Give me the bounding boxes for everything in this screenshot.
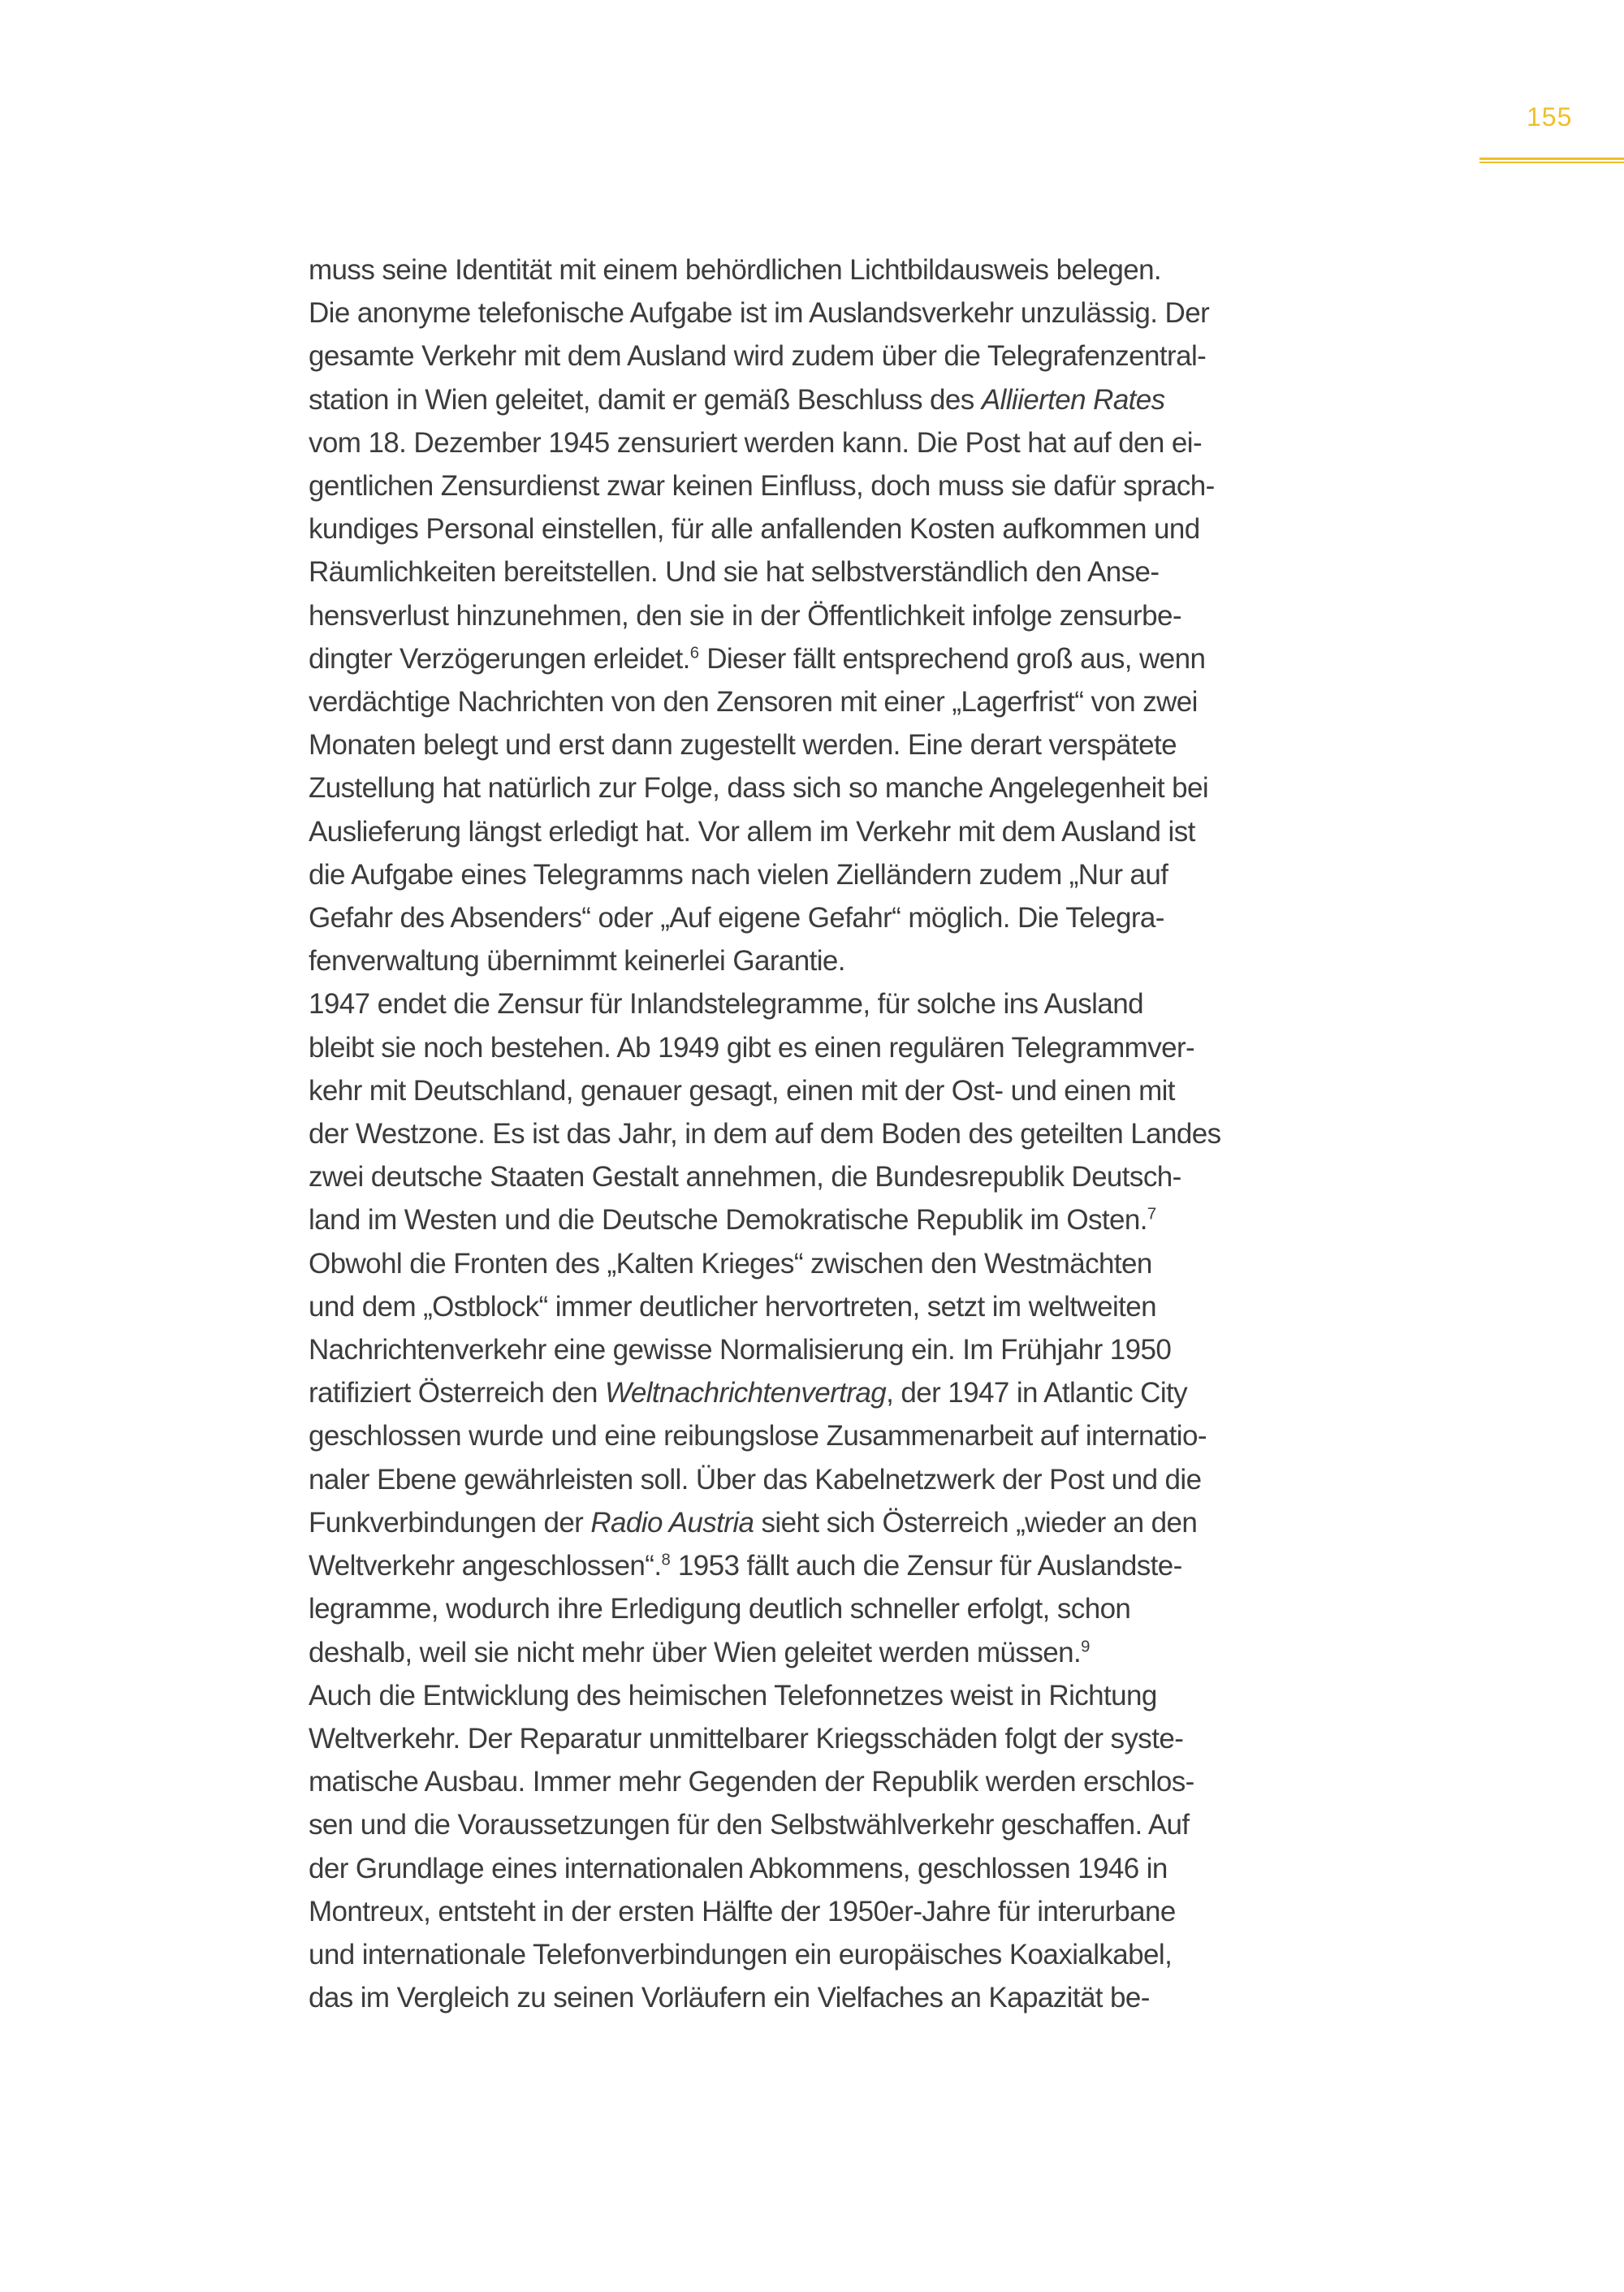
text-segment: kehr mit Deutschland, genauer gesagt, einen mit der Ost- und einen mit [309, 1074, 1175, 1107]
text-line [309, 853, 1380, 896]
text-line [309, 1112, 1380, 1155]
text-line [309, 1414, 1380, 1457]
text-line [309, 1328, 1380, 1371]
text-segment: Weltverkehr angeschlossen“. [309, 1550, 662, 1582]
text-segment: Gefahr des Absenders“ oder „Auf eigene Gefahr“ möglich. Die Telegra- [309, 902, 1164, 934]
text-segment: Obwohl die Fronten des „Kalten Krieges“ zwischen den Westmächten [309, 1247, 1152, 1280]
text-segment: sen und die Voraussetzungen für den Selbstwählverkehr geschaffen. Auf [309, 1809, 1190, 1841]
text-line [309, 1198, 1380, 1241]
text-segment: das im Vergleich zu seinen Vorläufern ein Vielfaches an Kapazität be- [309, 1982, 1150, 2014]
text-segment: bleibt sie noch bestehen. Ab 1949 gibt es einen regulären Telegrammver- [309, 1031, 1195, 1064]
text-line [309, 594, 1380, 637]
text-line [309, 1501, 1380, 1544]
text-segment: fenverwaltung übernimmt keinerlei Garantie. [309, 945, 845, 978]
text-segment: dingter Verzögerungen erleidet. [309, 642, 690, 675]
text-line [309, 1458, 1380, 1501]
italic-text: Radio Austria [590, 1506, 754, 1539]
text-segment: naler Ebene gewährleisten soll. Über das Kabelnetzwerk der Post und die [309, 1463, 1202, 1496]
text-segment: geschlossen wurde und eine reibungslose Zusammenarbeit auf internatio- [309, 1420, 1207, 1452]
text-line [309, 1803, 1380, 1846]
text-segment: hensverlust hinzunehmen, den sie in der Öffentlichkeit infolge zensurbe- [309, 599, 1181, 632]
text-line [309, 378, 1380, 421]
text-segment: und dem „Ostblock“ immer deutlicher hervortreten, setzt im weltweiten [309, 1290, 1156, 1323]
footnote-marker: 9 [1081, 1637, 1091, 1655]
text-line [309, 810, 1380, 853]
text-segment: muss seine Identität mit einem behördlichen Lichtbildausweis belegen. [309, 254, 1162, 286]
text-line [309, 1976, 1380, 2019]
text-line [309, 723, 1380, 766]
text-segment: Monaten belegt und erst dann zugestellt werden. Eine derart verspätete [309, 729, 1177, 762]
text-line [309, 982, 1380, 1025]
text-line [309, 507, 1380, 550]
text-segment: Auch die Entwicklung des heimischen Telefonnetzes weist in Richtung [309, 1679, 1157, 1711]
text-segment: sieht sich Österreich „wieder an den [754, 1506, 1198, 1539]
text-segment: gesamte Verkehr mit dem Ausland wird zudem über die Telegrafenzentral- [309, 340, 1207, 373]
footnote-marker: 8 [661, 1551, 671, 1569]
text-segment: Weltverkehr. Der Reparatur unmittelbarer Kriegsschäden folgt der syste- [309, 1722, 1184, 1755]
text-segment: vom 18. Dezember 1945 zensuriert werden kann. Die Post hat auf den ei- [309, 426, 1203, 459]
text-segment: die Aufgabe eines Telegramms nach vielen Zielländern zudem „Nur auf [309, 858, 1168, 891]
text-segment: Zustellung hat natürlich zur Folge, dass sich so manche Angelegenheit bei [309, 772, 1209, 805]
text-line [309, 464, 1380, 507]
text-line [309, 1847, 1380, 1890]
text-segment: kundiges Personal einstellen, für alle anfallenden Kosten aufkommen und [309, 513, 1200, 546]
text-segment: und internationale Telefonverbindungen ein europäisches Koaxialkabel, [309, 1938, 1173, 1970]
text-line [309, 680, 1380, 723]
text-segment: land im Westen und die Deutsche Demokratische Republik im Osten. [309, 1204, 1147, 1237]
text-segment: gentlichen Zensurdienst zwar keinen Einfluss, doch muss sie dafür sprach- [309, 470, 1215, 503]
text-segment: Räumlichkeiten bereitstellen. Und sie hat selbstverständlich den Anse- [309, 556, 1160, 589]
text-line [309, 291, 1380, 335]
footnote-marker: 6 [689, 644, 700, 663]
text-line [309, 1069, 1380, 1112]
text-segment: Dieser fällt entsprechend groß aus, wenn [699, 642, 1206, 675]
text-segment: zwei deutsche Staaten Gestalt annehmen, die Bundesrepublik Deutsch- [309, 1161, 1181, 1193]
text-segment: , der 1947 in Atlantic City [886, 1377, 1188, 1409]
body-text [309, 248, 1380, 2019]
page-number: 155 [1527, 102, 1573, 132]
text-segment: der Grundlage eines internationalen Abkommens, geschlossen 1946 in [309, 1852, 1168, 1884]
text-segment: der Westzone. Es ist das Jahr, in dem auf dem Boden des geteilten Landes [309, 1118, 1221, 1150]
text-line [309, 1933, 1380, 1976]
text-line [309, 1371, 1380, 1414]
text-segment: matische Ausbau. Immer mehr Gegenden der Republik werden erschlos- [309, 1766, 1194, 1798]
text-segment: 1953 fällt auch die Zensur für Auslandste- [670, 1550, 1182, 1582]
text-line [309, 248, 1380, 291]
text-line [309, 1026, 1380, 1069]
text-line [309, 421, 1380, 464]
header-rule-divider [1479, 158, 1624, 163]
text-line [309, 335, 1380, 378]
text-line [309, 1760, 1380, 1803]
text-line [309, 1285, 1380, 1328]
text-segment: Nachrichtenverkehr eine gewisse Normalisierung ein. Im Frühjahr 1950 [309, 1334, 1172, 1366]
italic-text: Alliierten Rates [981, 383, 1165, 416]
text-segment: legramme, wodurch ihre Erledigung deutlich schneller erfolgt, schon [309, 1593, 1131, 1625]
text-segment: 1947 endet die Zensur für Inlandstelegramme, für solche ins Ausland [309, 988, 1143, 1021]
text-segment: Funkverbindungen der [309, 1506, 591, 1539]
text-line [309, 1631, 1380, 1674]
text-segment: ratifiziert Österreich den [309, 1377, 606, 1409]
text-line [309, 939, 1380, 982]
text-line [309, 766, 1380, 809]
text-line [309, 1717, 1380, 1760]
text-segment: deshalb, weil sie nicht mehr über Wien geleitet werden müssen. [309, 1636, 1082, 1668]
text-line [309, 1155, 1380, 1198]
text-line [309, 1544, 1380, 1587]
text-line [309, 550, 1380, 594]
text-line [309, 637, 1380, 680]
text-line [309, 1242, 1380, 1285]
text-line [309, 1587, 1380, 1630]
text-segment: Auslieferung längst erledigt hat. Vor allem im Verkehr mit dem Ausland ist [309, 815, 1195, 848]
text-segment: station in Wien geleitet, damit er gemäß Beschluss des [309, 383, 982, 416]
text-line [309, 1674, 1380, 1717]
text-segment: Montreux, entsteht in der ersten Hälfte der 1950er-Jahre für interurbane [309, 1895, 1176, 1927]
footnote-marker: 7 [1147, 1205, 1157, 1224]
text-segment: verdächtige Nachrichten von den Zensoren mit einer „Lagerfrist“ von zwei [309, 686, 1198, 719]
text-segment: Die anonyme telefonische Aufgabe ist im Auslandsverkehr unzulässig. Der [309, 297, 1210, 330]
text-line [309, 1890, 1380, 1933]
text-line [309, 896, 1380, 939]
italic-text: Weltnachrichtenvertrag [605, 1377, 887, 1409]
